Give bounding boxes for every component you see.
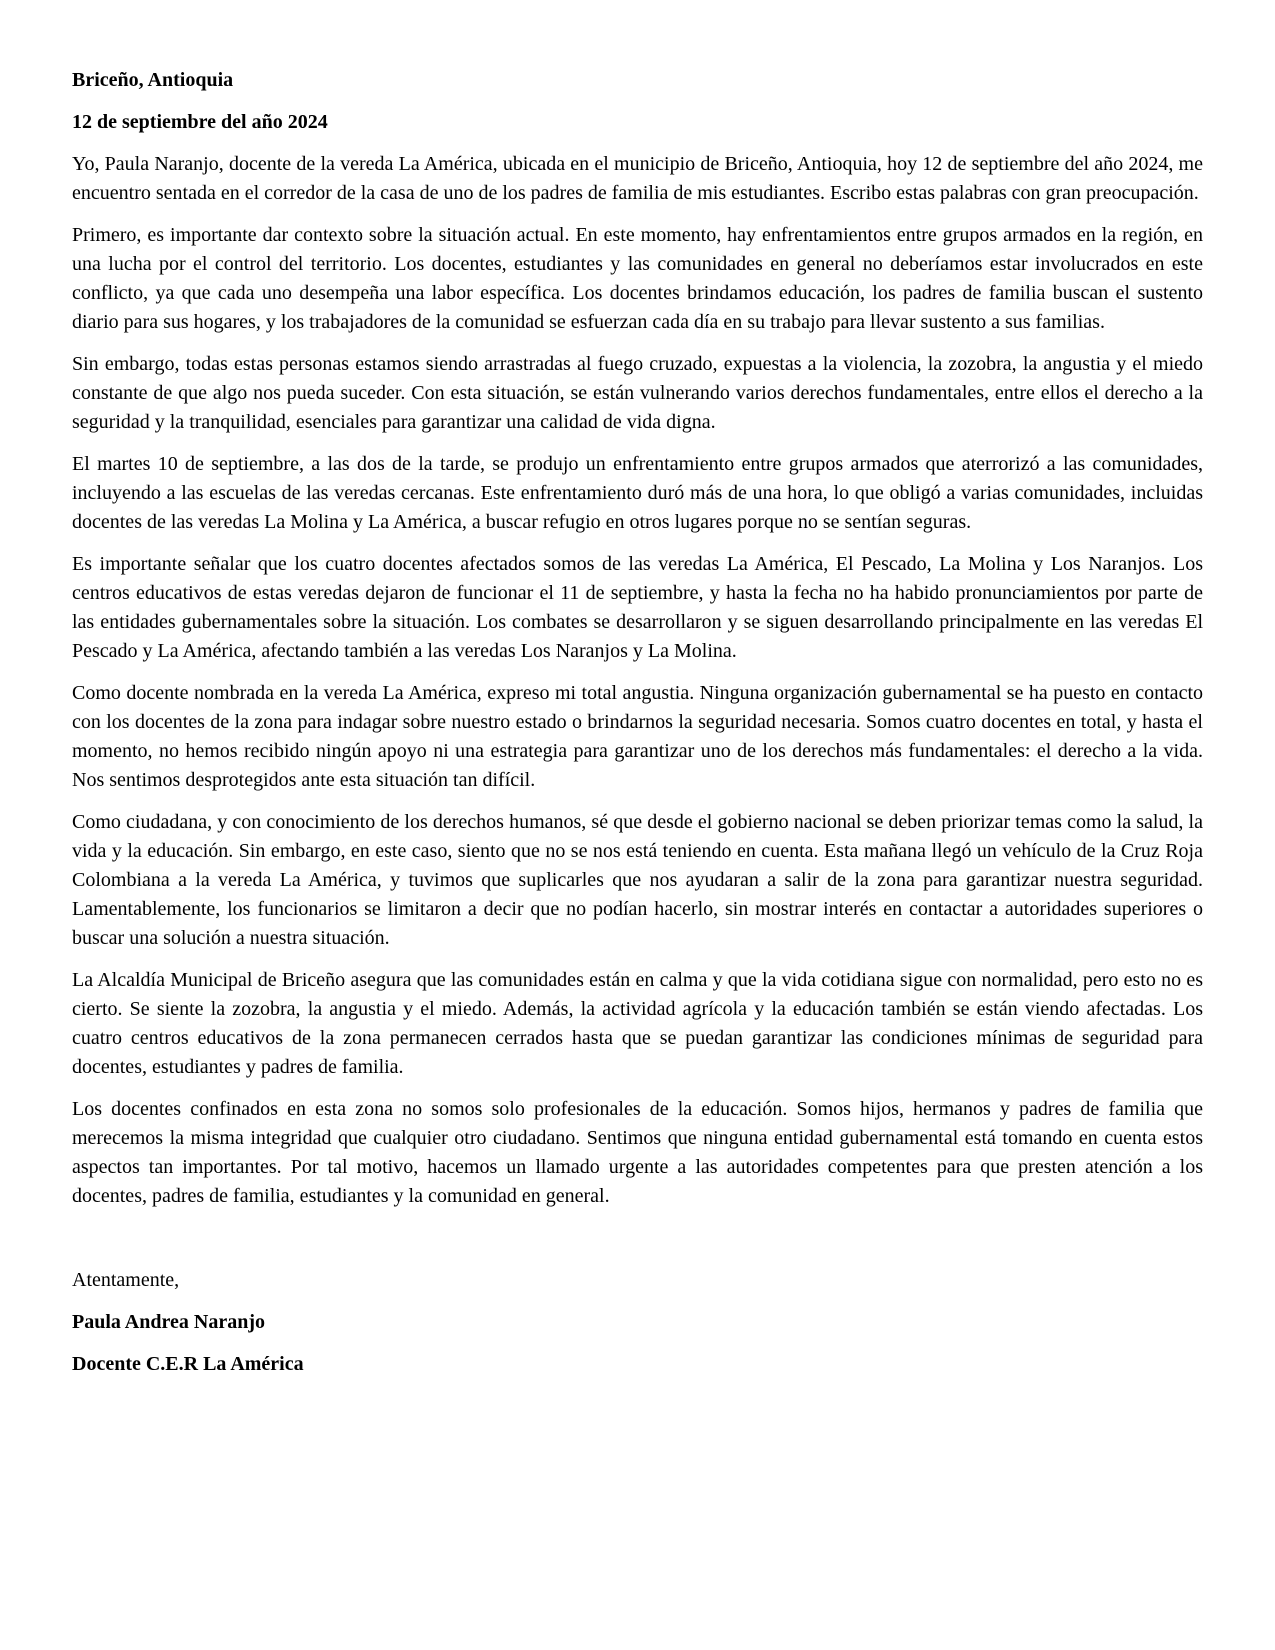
- pre-closing-spacer: [72, 1224, 1203, 1266]
- letter-paragraph-9: Los docentes confinados en esta zona no somos solo profesionales de la educación. Somos hijos, hermanos y padres de familia que merecemos la misma integridad que cualquier otro ciudadano. Sentimos que ninguna entidad gubernamental está tomando en cuenta estos aspectos tan importantes. Por tal motivo, hacemos un llamado urgente a las autoridades competentes para que presten atención a los docentes, padres de familia, estudiantes y la comunidad en general.: [72, 1098, 1203, 1207]
- closing-line: Atentamente,: [72, 1269, 180, 1291]
- letter-paragraph-4: El martes 10 de septiembre, a las dos de la tarde, se produjo un enfrentamiento entre grupos armados que aterrorizó a las comunidades, incluyendo a las escuelas de las veredas cercanas. Este enfrentamiento duró más de una hora, lo que obligó a varias comunidades, incluidas docentes de las veredas La Molina y La América, a buscar refugio en otros lugares porque no se sentían seguras.: [72, 453, 1203, 533]
- letter-paragraph-7: Como ciudadana, y con conocimiento de los derechos humanos, sé que desde el gobierno nacional se deben priorizar temas como la salud, la vida y la educación. Sin embargo, en este caso, siento que no se nos está teniendo en cuenta. Esta mañana llegó un vehículo de la Cruz Roja Colombiana a la vereda La América, y tuvimos que suplicarles que nos ayudaran a salir de la zona para garantizar nuestra seguridad. Lamentablemente, los funcionarios se limitaron a decir que no podían hacerlo, sin mostrar interés en contactar a autoridades superiores o buscar una solución a nuestra situación.: [72, 811, 1203, 949]
- letter-paragraph-1: Yo, Paula Naranjo, docente de la vereda La América, ubicada en el municipio de Briceño, Antioquia, hoy 12 de septiembre del año 2024, me encuentro sentada en el corredor de la casa de uno de los padres de familia de mis estudiantes. Escribo estas palabras con gran preocupación.: [72, 153, 1203, 204]
- signature-name: Paula Andrea Naranjo: [72, 1311, 265, 1333]
- letter-paragraph-5: Es importante señalar que los cuatro docentes afectados somos de las veredas La América, El Pescado, La Molina y Los Naranjos. Los centros educativos de estas veredas dejaron de funcionar el 11 de septiembre, y hasta la fecha no ha habido pronunciamientos por parte de las entidades gubernamentales sobre la situación. Los combates se desarrollaron y se siguen desarrollando principalmente en las veredas El Pescado y La América, afectando también a las veredas Los Naranjos y La Molina.: [72, 553, 1203, 662]
- letter-paragraph-3: Sin embargo, todas estas personas estamos siendo arrastradas al fuego cruzado, expuestas a la violencia, la zozobra, la angustia y el miedo constante de que algo nos pueda suceder. Con esta situación, se están vulnerando varios derechos fundamentales, entre ellos el derecho a la seguridad y la tranquilidad, esenciales para garantizar una calidad de vida digna.: [72, 353, 1203, 433]
- letter-paragraph-6: Como docente nombrada en la vereda La América, expreso mi total angustia. Ninguna organización gubernamental se ha puesto en contacto con los docentes de la zona para indagar sobre nuestro estado o brindarnos la seguridad necesaria. Somos cuatro docentes en total, y hasta el momento, no hemos recibido ningún apoyo ni una estrategia para garantizar uno de los derechos más fundamentales: el derecho a la vida. Nos sentimos desprotegidos ante esta situación tan difícil.: [72, 682, 1203, 791]
- date-line: 12 de septiembre del año 2024: [72, 111, 328, 133]
- letter-paragraph-8: La Alcaldía Municipal de Briceño asegura que las comunidades están en calma y que la vida cotidiana sigue con normalidad, pero esto no es cierto. Se siente la zozobra, la angustia y el miedo. Además, la actividad agrícola y la educación también se están viendo afectadas. Los cuatro centros educativos de la zona permanecen cerrados hasta que se puedan garantizar las condiciones mínimas de seguridad para docentes, estudiantes y padres de familia.: [72, 969, 1203, 1078]
- letter-paragraph-2: Primero, es importante dar contexto sobre la situación actual. En este momento, hay enfrentamientos entre grupos armados en la región, en una lucha por el control del territorio. Los docentes, estudiantes y las comunidades en general no deberíamos estar involucrados en este conflicto, ya que cada uno desempeña una labor específica. Los docentes brindamos educación, los padres de familia buscan el sustento diario para sus hogares, y los trabajadores de la comunidad se esfuerzan cada día en su trabajo para llevar sustento a sus familias.: [72, 224, 1203, 333]
- location-line: Briceño, Antioquia: [72, 69, 234, 91]
- signature-title: Docente C.E.R La América: [72, 1353, 304, 1375]
